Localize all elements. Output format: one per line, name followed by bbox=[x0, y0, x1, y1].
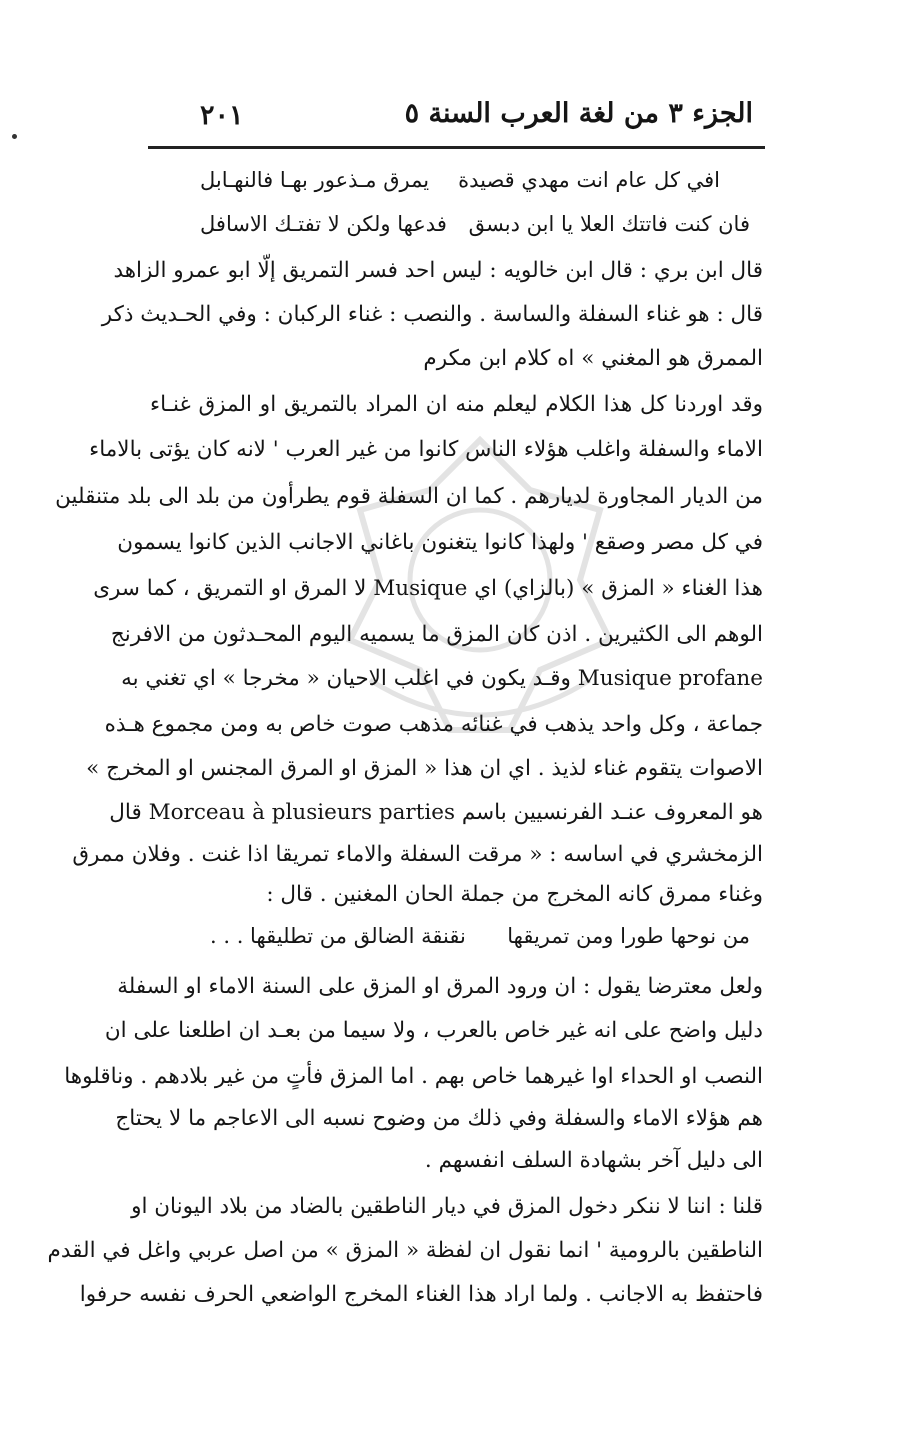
verse-second-hemistich: يمرق مـذعور بهـا فالنهـابل bbox=[200, 168, 430, 192]
header-rule bbox=[148, 146, 765, 149]
page-header bbox=[150, 88, 763, 144]
text-line: دليل واضح على انه غير خاص بالعرب ، ولا سيما من بعـد ان اطلعنا على ان bbox=[104, 1018, 763, 1043]
verse-first-hemistich: من نوحها طورا ومن تمريقها bbox=[507, 924, 750, 948]
text-line: الوهم الى الكثيرين . اذن كان المزق ما يسميه اليوم المحـدثون من الافرنج bbox=[110, 622, 763, 647]
margin-speck bbox=[12, 134, 17, 139]
text-line: ولعل معترضا يقول : ان ورود المرق او المزق على السنة الاماء او السفلة bbox=[117, 974, 763, 999]
verse-second-hemistich: نقنقة الضالق من تطليقها . . . bbox=[210, 924, 466, 948]
text-line: في كل مصر وصقع ' ولهذا كانوا يتغنون باغاني الاجانب الذين كانوا يسمون bbox=[117, 530, 763, 555]
text-line: الاماء والسفلة واغلب هؤلاء الناس كانوا من غير العرب ' لانه كان يؤتى بالاماء bbox=[89, 437, 763, 462]
text-line: وغناء ممرق كانه المخرج من جملة الحان المغنين . قال : bbox=[266, 882, 763, 907]
text-line: الزمخشري في اساسه : « مرقت السفلة والاماء تمريقا اذا غنت . وفلان ممرق bbox=[72, 842, 763, 867]
text-line: قال ابن بري : قال ابن خالويه : ليس احد فسر التمريق إلّا ابو عمرو الزاهد bbox=[113, 258, 763, 283]
text-line: قال : هو غناء السفلة والساسة . والنصب : غناء الركبان : وفي الحـديث ذكر bbox=[101, 302, 763, 327]
verse-first-hemistich: فان كنت فاتتك العلا يا ابن دبسق bbox=[468, 212, 750, 236]
text-line: الاصوات يتقوم غناء لذيذ . اي ان هذا « المزق او المرق المجنس او المخرج » bbox=[86, 756, 763, 781]
text-line: النصب او الحداء اوا غيرهما خاص بهم . اما المزق فأتٍ من غير بلادهم . وناقلوها bbox=[64, 1064, 763, 1089]
text-line: من الديار المجاورة لديارهم . كما ان السفلة قوم يطرأون من بلد الى بلد متنقلين bbox=[55, 484, 763, 509]
text-line: الممرق هو المغني » اه كلام ابن مكرم bbox=[423, 346, 763, 371]
text-line: Musique profane وقـد يكون في اغلب الاحيان « مخرجا » اي تغني به bbox=[121, 666, 763, 691]
text-line: هم هؤلاء الاماء والسفلة وفي ذلك من وضوح نسبه الى الاعاجم ما لا يحتاج bbox=[115, 1106, 763, 1131]
text-line: قلنا : اننا لا ننكر دخول المزق في ديار الناطقين بالضاد من بلاد اليونان او bbox=[131, 1194, 763, 1219]
verse-line bbox=[200, 168, 720, 198]
text-line: هو المعروف عنـد الفرنسيين باسم Morceau à plusieurs parties قال bbox=[109, 800, 763, 825]
verse-second-hemistich: فدعها ولكن لا تفتـك الاسافل bbox=[200, 212, 447, 236]
verse-line bbox=[210, 924, 750, 954]
verse-first-hemistich: افي كل عام انت مهدي قصيدة bbox=[458, 168, 720, 192]
page-number: ٢٠١ bbox=[200, 100, 244, 131]
text-line: جماعة ، وكل واحد يذهب في غنائه مذهب صوت خاص به ومن مجموع هـذه bbox=[104, 712, 763, 737]
text-line: الى دليل آخر بشهادة السلف انفسهم . bbox=[424, 1148, 763, 1173]
text-line: هذا الغناء « المزق » (بالزاي) اي Musique لا المرق او التمريق ، كما سرى bbox=[93, 576, 763, 601]
text-line: فاحتفظ به الاجانب . ولما اراد هذا الغناء المخرج الواضعي الحرف نفسه حرفوا bbox=[79, 1282, 763, 1307]
running-title: الجزء ٣ من لغة العرب السنة ٥ bbox=[404, 98, 753, 129]
verse-line bbox=[200, 212, 750, 242]
text-line: وقد اوردنا كل هذا الكلام ليعلم منه ان المراد بالتمريق او المزق غنـاء bbox=[150, 392, 763, 417]
text-line: الناطقين بالرومية ' انما نقول ان لفظة « المزق » من اصل عربي واغل في القدم bbox=[47, 1238, 763, 1263]
